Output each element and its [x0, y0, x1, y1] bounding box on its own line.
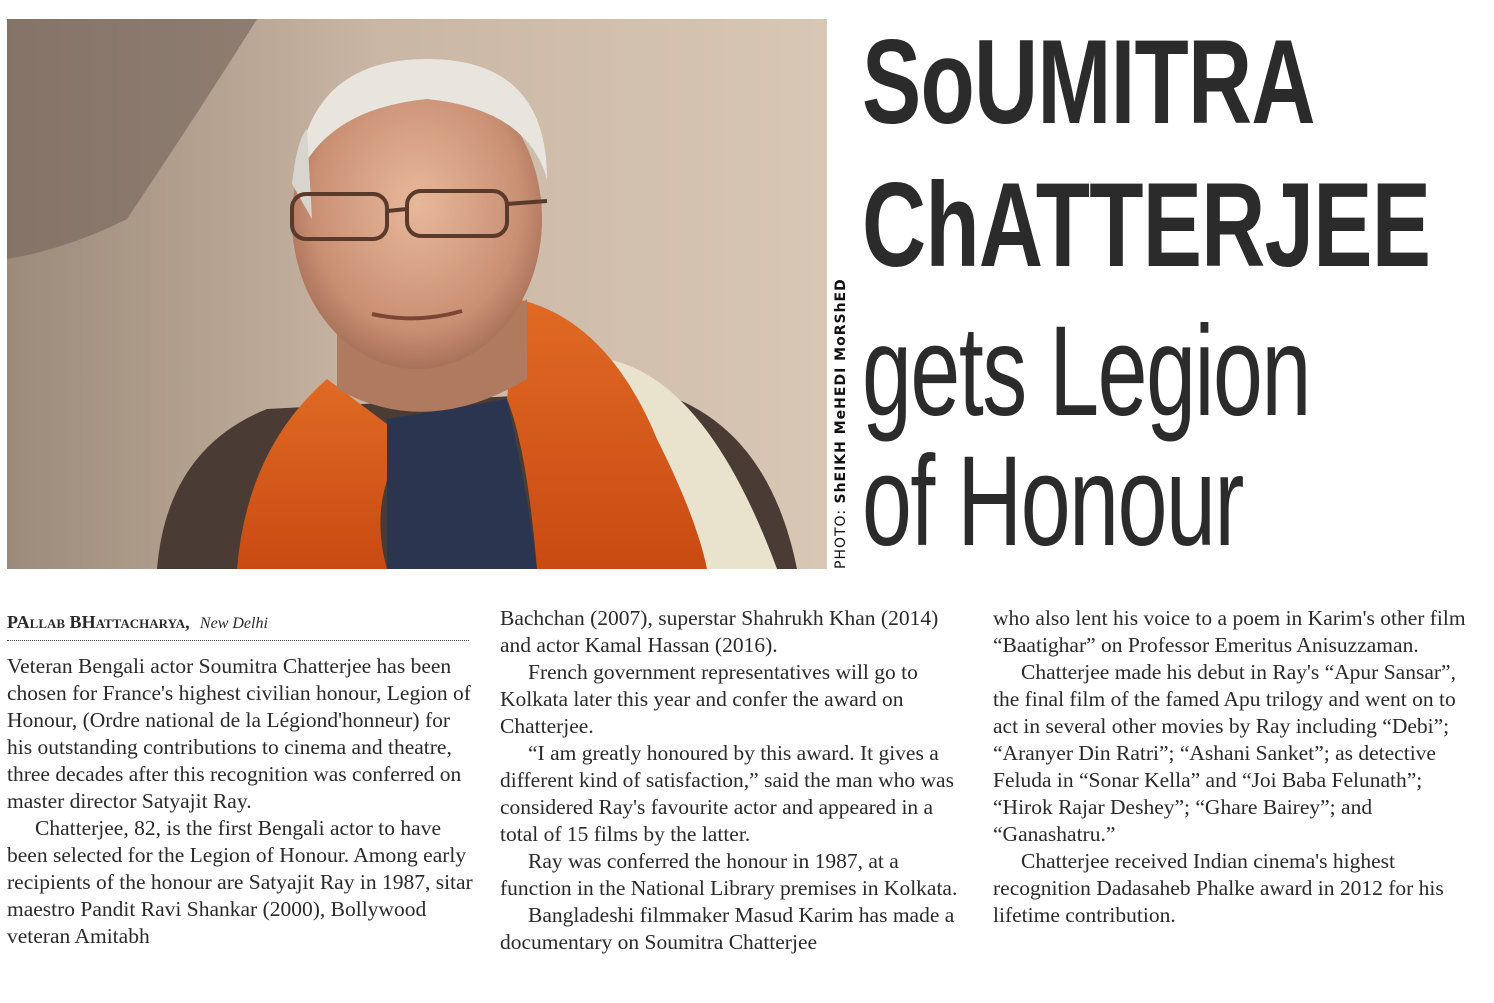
- article-body: [7, 605, 1487, 995]
- photo-credit-label: PHOTO:: [833, 508, 849, 569]
- article-column-3: [993, 605, 1467, 929]
- portrait-illustration: [7, 19, 827, 569]
- paragraph: Ray was conferred the honour in 1987, at a function in the National Library premises in Kolkata.: [500, 849, 958, 900]
- headline-name-line-1: SoUMITRA: [862, 15, 1315, 149]
- paragraph: “I am greatly honoured by this award. It gives a different kind of satisfaction,” said the man who was considered Ray's favourite actor and appeared in a total of 15 films by the latter.: [500, 741, 954, 846]
- article-column-1: [7, 605, 475, 950]
- photo-credit: [833, 278, 849, 569]
- photo-credit-name: ShEIKH MeHEDI MoRShED: [833, 278, 849, 504]
- paragraph: Chatterjee made his debut in Ray's “Apur Sansar”, the final film of the famed Apu trilogy and went on to act in several other movies by Ray including “Debi”; “Aranyer Din Ratri”; “Ashani Sanket”; as detective Feluda in “Sonar Kella” and “Joi Baba Felunath”; “Hirok Rajar Deshey”; “Ghare Bairey”; and “Ganashatru.”: [993, 660, 1456, 846]
- byline-author: PAllab BHattacharya,: [7, 612, 190, 632]
- headline-sub-line-2: of Honour: [862, 430, 1243, 573]
- headline-name-line-2: ChATTERJEE: [862, 158, 1431, 292]
- byline-location: New Delhi: [199, 615, 268, 632]
- paragraph: Chatterjee received Indian cinema's highest recognition Dadasaheb Phalke award in 2012 for his lifetime contribution.: [993, 849, 1444, 927]
- article-column-2: [500, 605, 972, 956]
- paragraph: French government representatives will go to Kolkata later this year and confer the award on Chatterjee.: [500, 660, 918, 738]
- headline-sub-line-1: gets Legion: [862, 300, 1310, 443]
- paragraph: Chatterjee, 82, is the first Bengali actor to have been selected for the Legion of Honour. Among early recipients of the honour are Satyajit Ray in 1987, sitar maestro Pandit Ravi Shankar (2000), Bollywood veteran Amitabh: [7, 816, 473, 948]
- paragraph: Bachchan (2007), superstar Shahrukh Khan (2014) and actor Kamal Hassan (2016).: [500, 606, 939, 657]
- headline: [862, 15, 1482, 573]
- paragraph: Bangladeshi filmmaker Masud Karim has made a documentary on Soumitra Chatterjee: [500, 903, 955, 954]
- paragraph: Veteran Bengali actor Soumitra Chatterjee has been chosen for France's highest civilian honour, Legion of Honour, (Ordre national de la Légiond'honneur) for his outstanding contributions to cinema and theatre, three decades after this recognition was conferred on master director Satyajit Ray.: [7, 654, 471, 813]
- byline: [7, 605, 469, 641]
- article-photo: [7, 19, 827, 569]
- paragraph: who also lent his voice to a poem in Karim's other film “Baatighar” on Professor Emeritus Anisuzzaman.: [993, 606, 1466, 657]
